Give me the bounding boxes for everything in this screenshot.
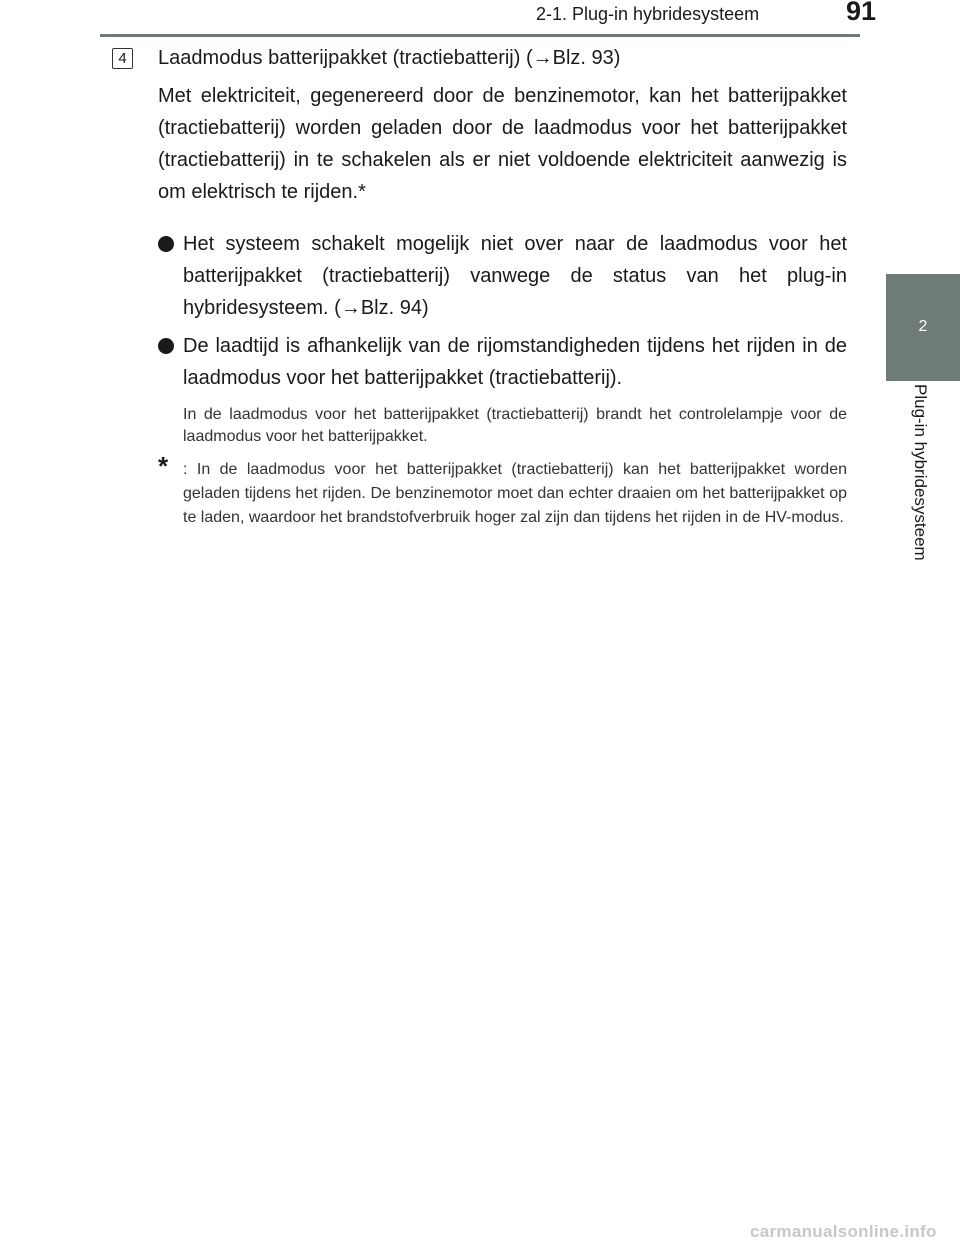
- bullet-text: Het systeem schakelt mogelijk niet over naar de laadmodus voor het batterijpakket (tractiebatterij) vanwege de status van het plug-in hybridesysteem. (→Blz. 94): [183, 233, 847, 319]
- main-content: [112, 42, 847, 530]
- chapter-tab: [886, 274, 960, 381]
- bullet-item: [158, 228, 847, 324]
- heading-text: Laadmodus batterijpakket (tractiebatterij) (→Blz. 93): [158, 47, 621, 69]
- intro-paragraph: Met elektriciteit, gegenereerd door de benzinemotor, kan het batterijpakket (tractiebatterij) worden geladen door de laadmodus voor het batterijpakket (tractiebatterij) in te schakelen als er niet voldoende elektriciteit aanwezig is om elektrisch te rijden.*: [158, 85, 847, 203]
- asterisk-icon: *: [158, 451, 169, 481]
- chapter-number: 2: [918, 318, 928, 335]
- bullet-item: [158, 330, 847, 394]
- section-title: 2-1. Plug-in hybridesysteem: [536, 4, 760, 24]
- indicator-note: In de laadmodus voor het batterijpakket (tractiebatterij) brandt het controlelampje voor de laadmodus voor het batterijpakket.: [183, 406, 847, 445]
- bullet-dot-icon: [158, 236, 174, 252]
- footnote-text: : In de laadmodus voor het batterijpakket (tractiebatterij) kan het batterijpakket worden geladen tijdens het rijden. De benzinemotor moet dan echter draaien om het batterijpakket op te laden, waardoor het brandstofverbruik hoger zal zijn dan tijdens het rijden in de HV-modus.: [183, 461, 847, 526]
- watermark: carmanualsonline.info: [750, 1222, 937, 1241]
- page-header: [0, 0, 960, 40]
- footnote: [158, 451, 847, 530]
- bullet-text: De laadtijd is afhankelijk van de rijomstandigheden tijdens het rijden in de laadmodus voor het batterijpakket (tractiebatterij).: [183, 335, 847, 389]
- chapter-label-container: [912, 384, 934, 590]
- header-rule: [100, 34, 860, 37]
- section-heading: [112, 42, 847, 74]
- page-number: 91: [846, 0, 877, 26]
- chapter-label: Plug-in hybridesysteem: [911, 384, 930, 561]
- bullet-dot-icon: [158, 338, 174, 354]
- bullet-list: [158, 228, 847, 394]
- item-number-box: 4: [112, 48, 133, 69]
